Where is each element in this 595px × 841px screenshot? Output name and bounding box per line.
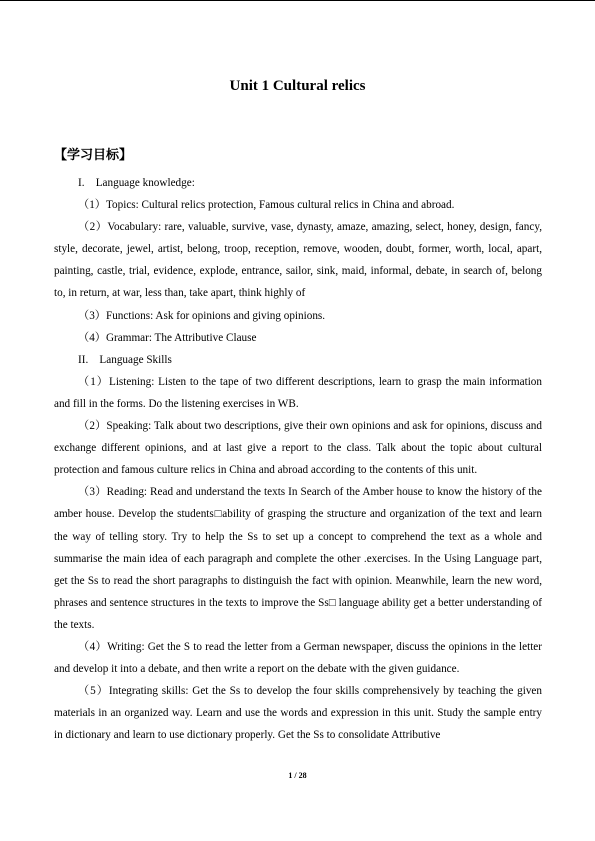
paragraph-grammar: （4）Grammar: The Attributive Clause	[78, 331, 257, 344]
paragraph-writing: （4）Writing: Get the S to read the letter from a German newspaper, discuss the opinions in the letter and develop it into a debate, and then write a report on the debate with the given guidance.	[54, 640, 542, 676]
section-heading: 【学习目标】	[54, 148, 133, 163]
paragraph-speaking: （2）Speaking: Talk about two descriptions, give their own opinions and ask for opinions, discuss and exchange different opinions, and at last give a report to the class. Talk about the topic about cultural protection and famous culture relics in China and abroad according to the contents of this unit.	[54, 420, 542, 477]
paragraph-topics: （1）Topics: Cultural relics protection, Famous cultural relics in China and abroad.	[78, 199, 455, 212]
paragraph-listening: （1）Listening: Listen to the tape of two different descriptions, learn to grasp the main information and fill in the forms. Do the listening exercises in WB.	[54, 375, 542, 410]
paragraph-vocabulary: （2）Vocabulary: rare, valuable, survive, vase, dynasty, amaze, amazing, select, honey, design, fancy, style, decorate, jewel, artist, belong, troop, reception, remove, wooden, doubt, former, worth, local, apart, painting, castle, trial, evidence, explode, entrance, sailor, sink, maid, informal, debate, in search of, belong to, in return, at war, less than, take apart, think highly of	[54, 221, 542, 300]
heading-language-skills: II. Language Skills	[78, 353, 172, 366]
page-title: Unit 1 Cultural relics	[229, 78, 366, 94]
page-number: 1 / 28	[288, 771, 307, 780]
paragraph-integrating-skills: （5）Integrating skills: Get the Ss to develop the four skills comprehensively by teaching the given materials in an organized way. Learn and use the words and expression in this unit. Study the sample entry in dictionary and learn to use dictionary properly. Get the Ss to consolidate Attributive	[54, 685, 542, 742]
top-border-line	[0, 0, 595, 1]
document-body	[54, 172, 542, 746]
heading-language-knowledge: I. Language knowledge:	[78, 177, 195, 189]
paragraph-functions: （3）Functions: Ask for opinions and giving opinions.	[78, 309, 326, 322]
paragraph-reading: （3）Reading: Read and understand the texts In Search of the Amber house to know the history of the amber house. Develop the students□ability of grasping the structure and organization of the text and learn the way of telling story. Try to help the Ss to set up a concept to comprehend the text as a whole and summarise the main idea of each paragraph and complete the other .exercises. In the Using Language part, get the Ss to read the short paragraphs to distinguish the fact with opinion. Meanwhile, learn the new word, phrases and sentence structures in the texts to improve the Ss□ language ability get a better understanding of the texts.	[54, 486, 542, 631]
